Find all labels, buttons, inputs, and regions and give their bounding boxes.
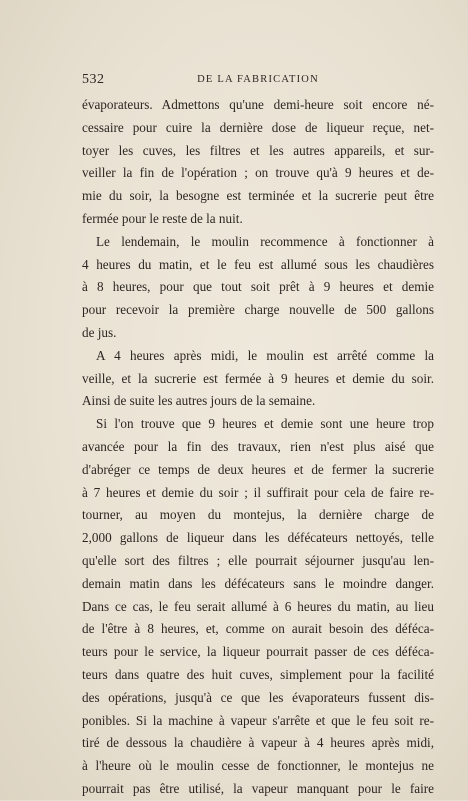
- text-line: à 8 heures, pour que tout soit prêt à 9 heures et demie: [82, 279, 434, 295]
- text-line: A 4 heures après midi, le moulin est arrêté comme la: [96, 347, 434, 363]
- text-line: Si l'on trouve que 9 heures et demie sont une heure trop: [96, 416, 434, 432]
- text-line: 4 heures du matin, et le feu est allumé sous les chaudières: [82, 256, 434, 272]
- running-head: DE LA FABRICATION: [197, 74, 319, 85]
- text-line: ponibles. Si la machine à vapeur s'arrête et que le feu soit re-: [82, 712, 434, 728]
- body-text: [82, 94, 434, 801]
- text-line: 2,000 gallons de liqueur dans les défécateurs nettoyés, telle: [82, 530, 434, 546]
- text-line: à 7 heures et demie du soir ; il suffirait pour cela de faire re-: [82, 484, 434, 500]
- text-line: évaporateurs. Admettons qu'une demi-heure soit encore né-: [82, 97, 434, 112]
- text-line: pourrait pas être utilisé, la vapeur manquant pour le faire: [82, 780, 434, 796]
- text-line: tourner, au moyen du montejus, la dernière charge de: [82, 507, 434, 523]
- text-line: avancée pour la fin des travaux, rien n'est plus aisé que: [82, 438, 434, 454]
- page-header: [82, 72, 434, 92]
- text-line: teurs dans quatre des huit cuves, simplement pour la facilité: [82, 666, 434, 682]
- text-line: de jus.: [82, 324, 117, 340]
- text-line: Le lendemain, le moulin recommence à fonctionner à: [96, 233, 434, 249]
- text-line: veiller la fin de l'opération ; on trouve qu'à 9 heures et de-: [82, 165, 434, 181]
- text-line: pour recevoir la première charge nouvelle de 500 gallons: [82, 302, 434, 318]
- text-line: veille, et la sucrerie est fermée à 9 heures et demie du soir.: [82, 370, 434, 386]
- text-line: toyer les cuves, les filtres et les autres appareils, et sur-: [82, 142, 434, 158]
- text-line: d'abréger ce temps de deux heures et de fermer la sucrerie: [82, 461, 434, 477]
- page-number: 532: [82, 72, 105, 87]
- text-line: mie du soir, la besogne est terminée et la sucrerie peut être: [82, 188, 434, 204]
- text-line: fermée pour le reste de la nuit.: [82, 210, 243, 226]
- text-line: demain matin dans les défécateurs sans le moindre danger.: [82, 575, 434, 591]
- text-line: teurs pour le service, la liqueur pourrait passer de ces déféca-: [82, 644, 434, 660]
- text-line: Ainsi de suite les autres jours de la semaine.: [82, 393, 316, 409]
- text-line: à l'heure où le moulin cesse de fonctionner, le montejus ne: [82, 758, 434, 774]
- text-line: qu'elle sort des filtres ; elle pourrait séjourner jusqu'au len-: [82, 552, 434, 568]
- text-line: tiré de dessous la chaudière à vapeur à 4 heures après midi,: [82, 735, 434, 751]
- text-line: de l'être à 8 heures, et, comme on aurait besoin des déféca-: [82, 621, 434, 637]
- text-line: cessaire pour cuire la dernière dose de liqueur reçue, net-: [82, 119, 434, 135]
- text-line: Dans ce cas, le feu serait allumé à 6 heures du matin, au lieu: [82, 598, 434, 614]
- text-line: des opérations, jusqu'à ce que les évaporateurs fussent dis-: [82, 689, 434, 705]
